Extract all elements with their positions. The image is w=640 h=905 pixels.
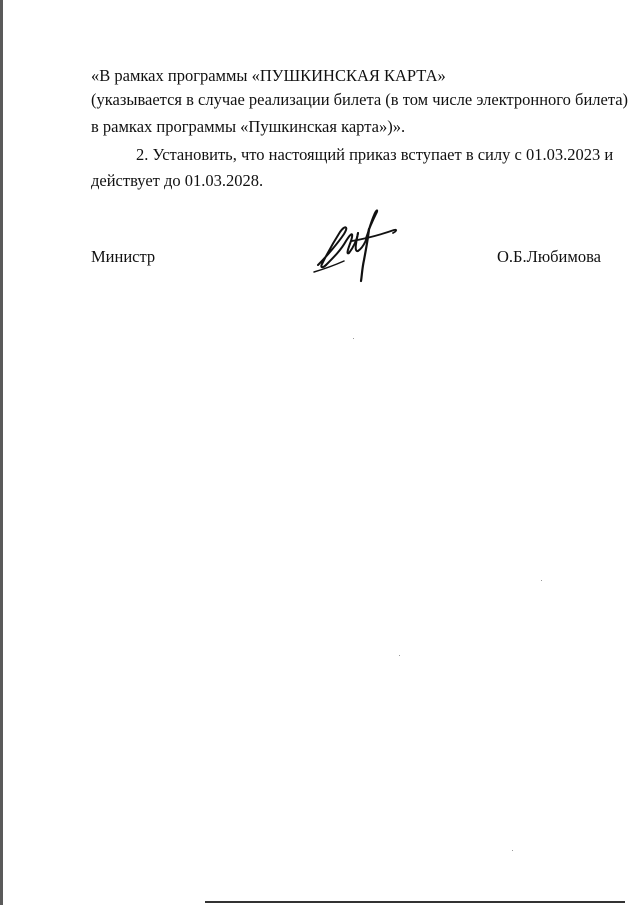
paragraph-line: в рамках программы «Пушкинская карта»)».: [91, 117, 406, 136]
scan-speck: [353, 338, 354, 339]
handwritten-signature: [308, 205, 400, 283]
quoted-heading-line: «В рамках программы «ПУШКИНСКАЯ КАРТА»: [91, 66, 446, 85]
signatory-position: Министр: [91, 247, 156, 266]
scan-speck: [512, 850, 513, 851]
scan-bottom-edge: [205, 901, 625, 903]
signatory-name: О.Б.Любимова: [497, 247, 601, 266]
paragraph-line: (указывается в случае реализации билета (в том числе электронного билета): [91, 90, 629, 109]
paragraph-item-2: 2. Установить, что настоящий приказ вступает в силу с 01.03.2023 и: [136, 145, 614, 164]
paragraph-line: действует до 01.03.2028.: [91, 171, 264, 190]
scan-speck: [541, 580, 542, 581]
scan-left-edge: [0, 0, 3, 905]
scan-speck: [399, 655, 400, 656]
